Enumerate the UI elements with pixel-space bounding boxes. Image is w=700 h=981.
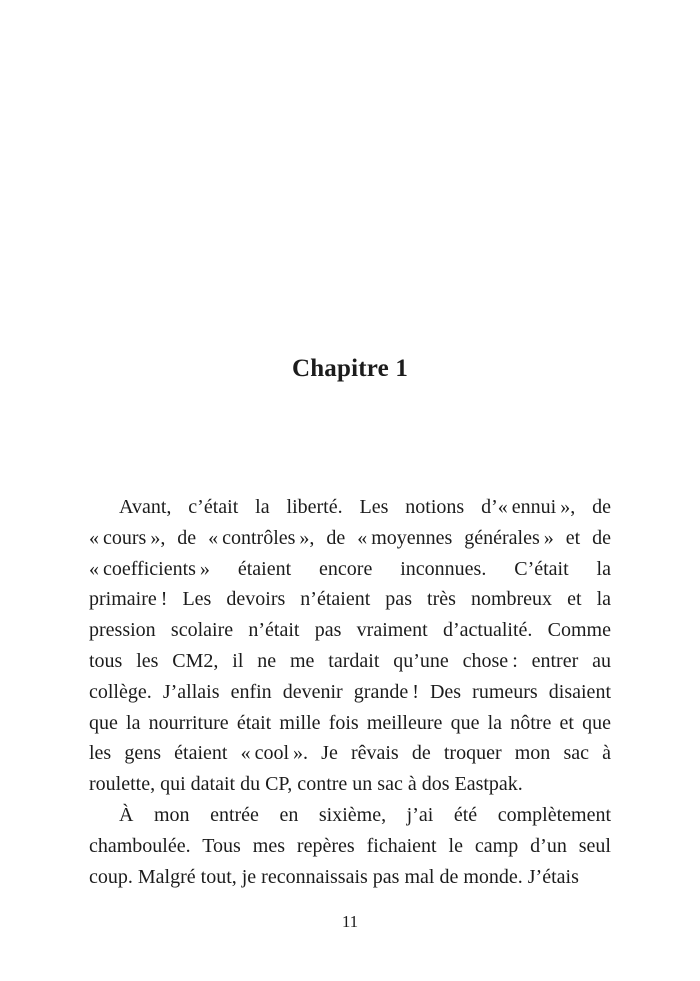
text-line: coup. Malgré tout, je reconnaissais pas mal de monde. J’étais [89, 865, 579, 888]
text-line: À mon entrée en sixième, j’ai été complètement [119, 803, 611, 826]
text-line: les gens étaient « cool ». Je rêvais de troquer mon sac à [89, 742, 611, 765]
chapter-title: Chapitre 1 [291, 355, 409, 382]
text-line: primaire ! Les devoirs n’étaient pas très nombreux et la [89, 588, 611, 611]
text-line: Avant, c’était la liberté. Les notions d’« ennui », de [119, 496, 611, 518]
text-line: « coefficients » étaient encore inconnues. C’était la [89, 557, 611, 580]
text-line: collège. J’allais enfin devenir grande ! Des rumeurs disaient [89, 680, 611, 703]
text-line: roulette, qui datait du CP, contre un sac à dos Eastpak. [89, 773, 523, 796]
page-number: 11 [341, 912, 359, 931]
text-line: tous les CM2, il ne me tardait qu’une chose : entrer au [89, 649, 611, 672]
text-line: « cours », de « contrôles », de « moyennes générales » et de [89, 526, 611, 549]
text-line: chamboulée. Tous mes repères fichaient le camp d’un seul [89, 834, 611, 857]
text-line: pression scolaire n’était pas vraiment d’actualité. Comme [89, 619, 611, 642]
paragraph [89, 800, 611, 892]
paragraph [89, 492, 611, 800]
body-text [89, 492, 611, 892]
text-line: que la nourriture était mille fois meilleure que la nôtre et que [89, 711, 611, 734]
